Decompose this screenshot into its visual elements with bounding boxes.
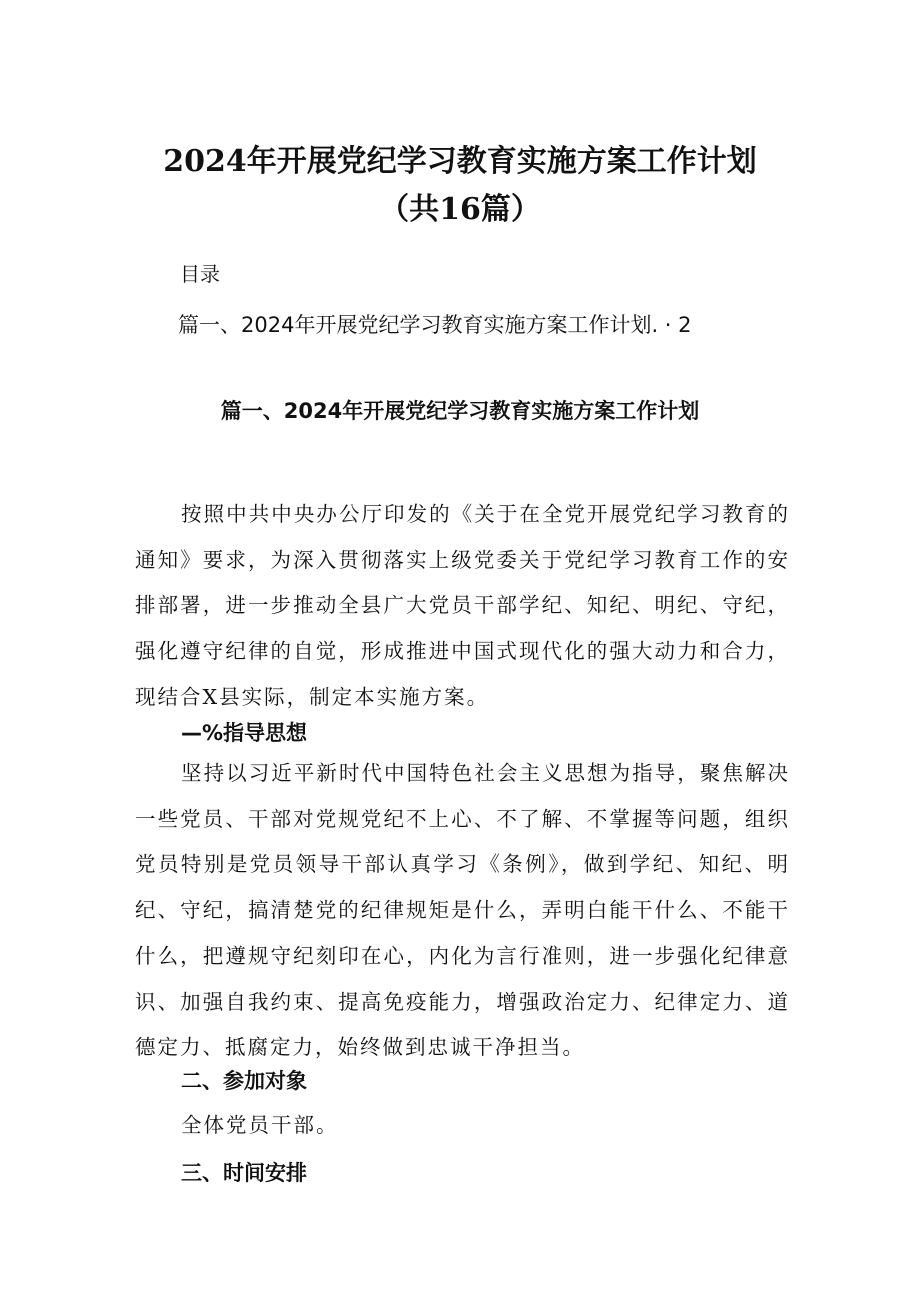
paragraph-guiding-ideology	[135, 751, 790, 1071]
document-title: 2024年开展党纪学习教育实施方案工作计划（共16篇）	[163, 144, 757, 227]
paragraph-intro-text: 按照中共中央办公厅印发的《关于在全党开展党纪学习教育的通知》要求，为深入贯彻落实上级党委关于党纪学习教育工作的安排部署，进一步推动全县广大党员干部学纪、知纪、明纪、守纪，强化遵守纪律的自觉，形成推进中国式现代化的强大动力和合力，现结合X县实际，制定本实施方案。	[135, 502, 790, 709]
heading-participants: 二、参加对象	[181, 1069, 307, 1093]
paragraph-intro	[135, 492, 790, 721]
heading-guiding-ideology: —%指导思想	[181, 721, 308, 745]
paragraph-guiding-ideology-text: 坚持以习近平新时代中国特色社会主义思想为指导，聚焦解决一些党员、干部对党规党纪不上心、不了解、不掌握等问题，组织党员特别是党员领导干部认真学习《条例》，做到学纪、知纪、明纪、守纪，搞清楚党的纪律规矩是什么，弄明白能干什么、不能干什么，把遵规守纪刻印在心，内化为言行准则，进一步强化纪律意识、加强自我约束、提高免疫能力，增强政治定力、纪律定力、道德定力、抵腐定力，始终做到忠诚干净担当。	[135, 761, 790, 1060]
toc-entry-1[interactable]: 篇一、2024年开展党纪学习教育实施方案工作计划. · 2	[178, 313, 692, 337]
heading-schedule: 三、时间安排	[181, 1161, 307, 1185]
paragraph-participants-text: 全体党员干部。	[181, 1113, 339, 1137]
paragraph-participants	[135, 1103, 790, 1149]
section-heading: 篇一、2024年开展党纪学习教育实施方案工作计划	[220, 399, 700, 423]
toc-label: 目录	[180, 262, 220, 286]
